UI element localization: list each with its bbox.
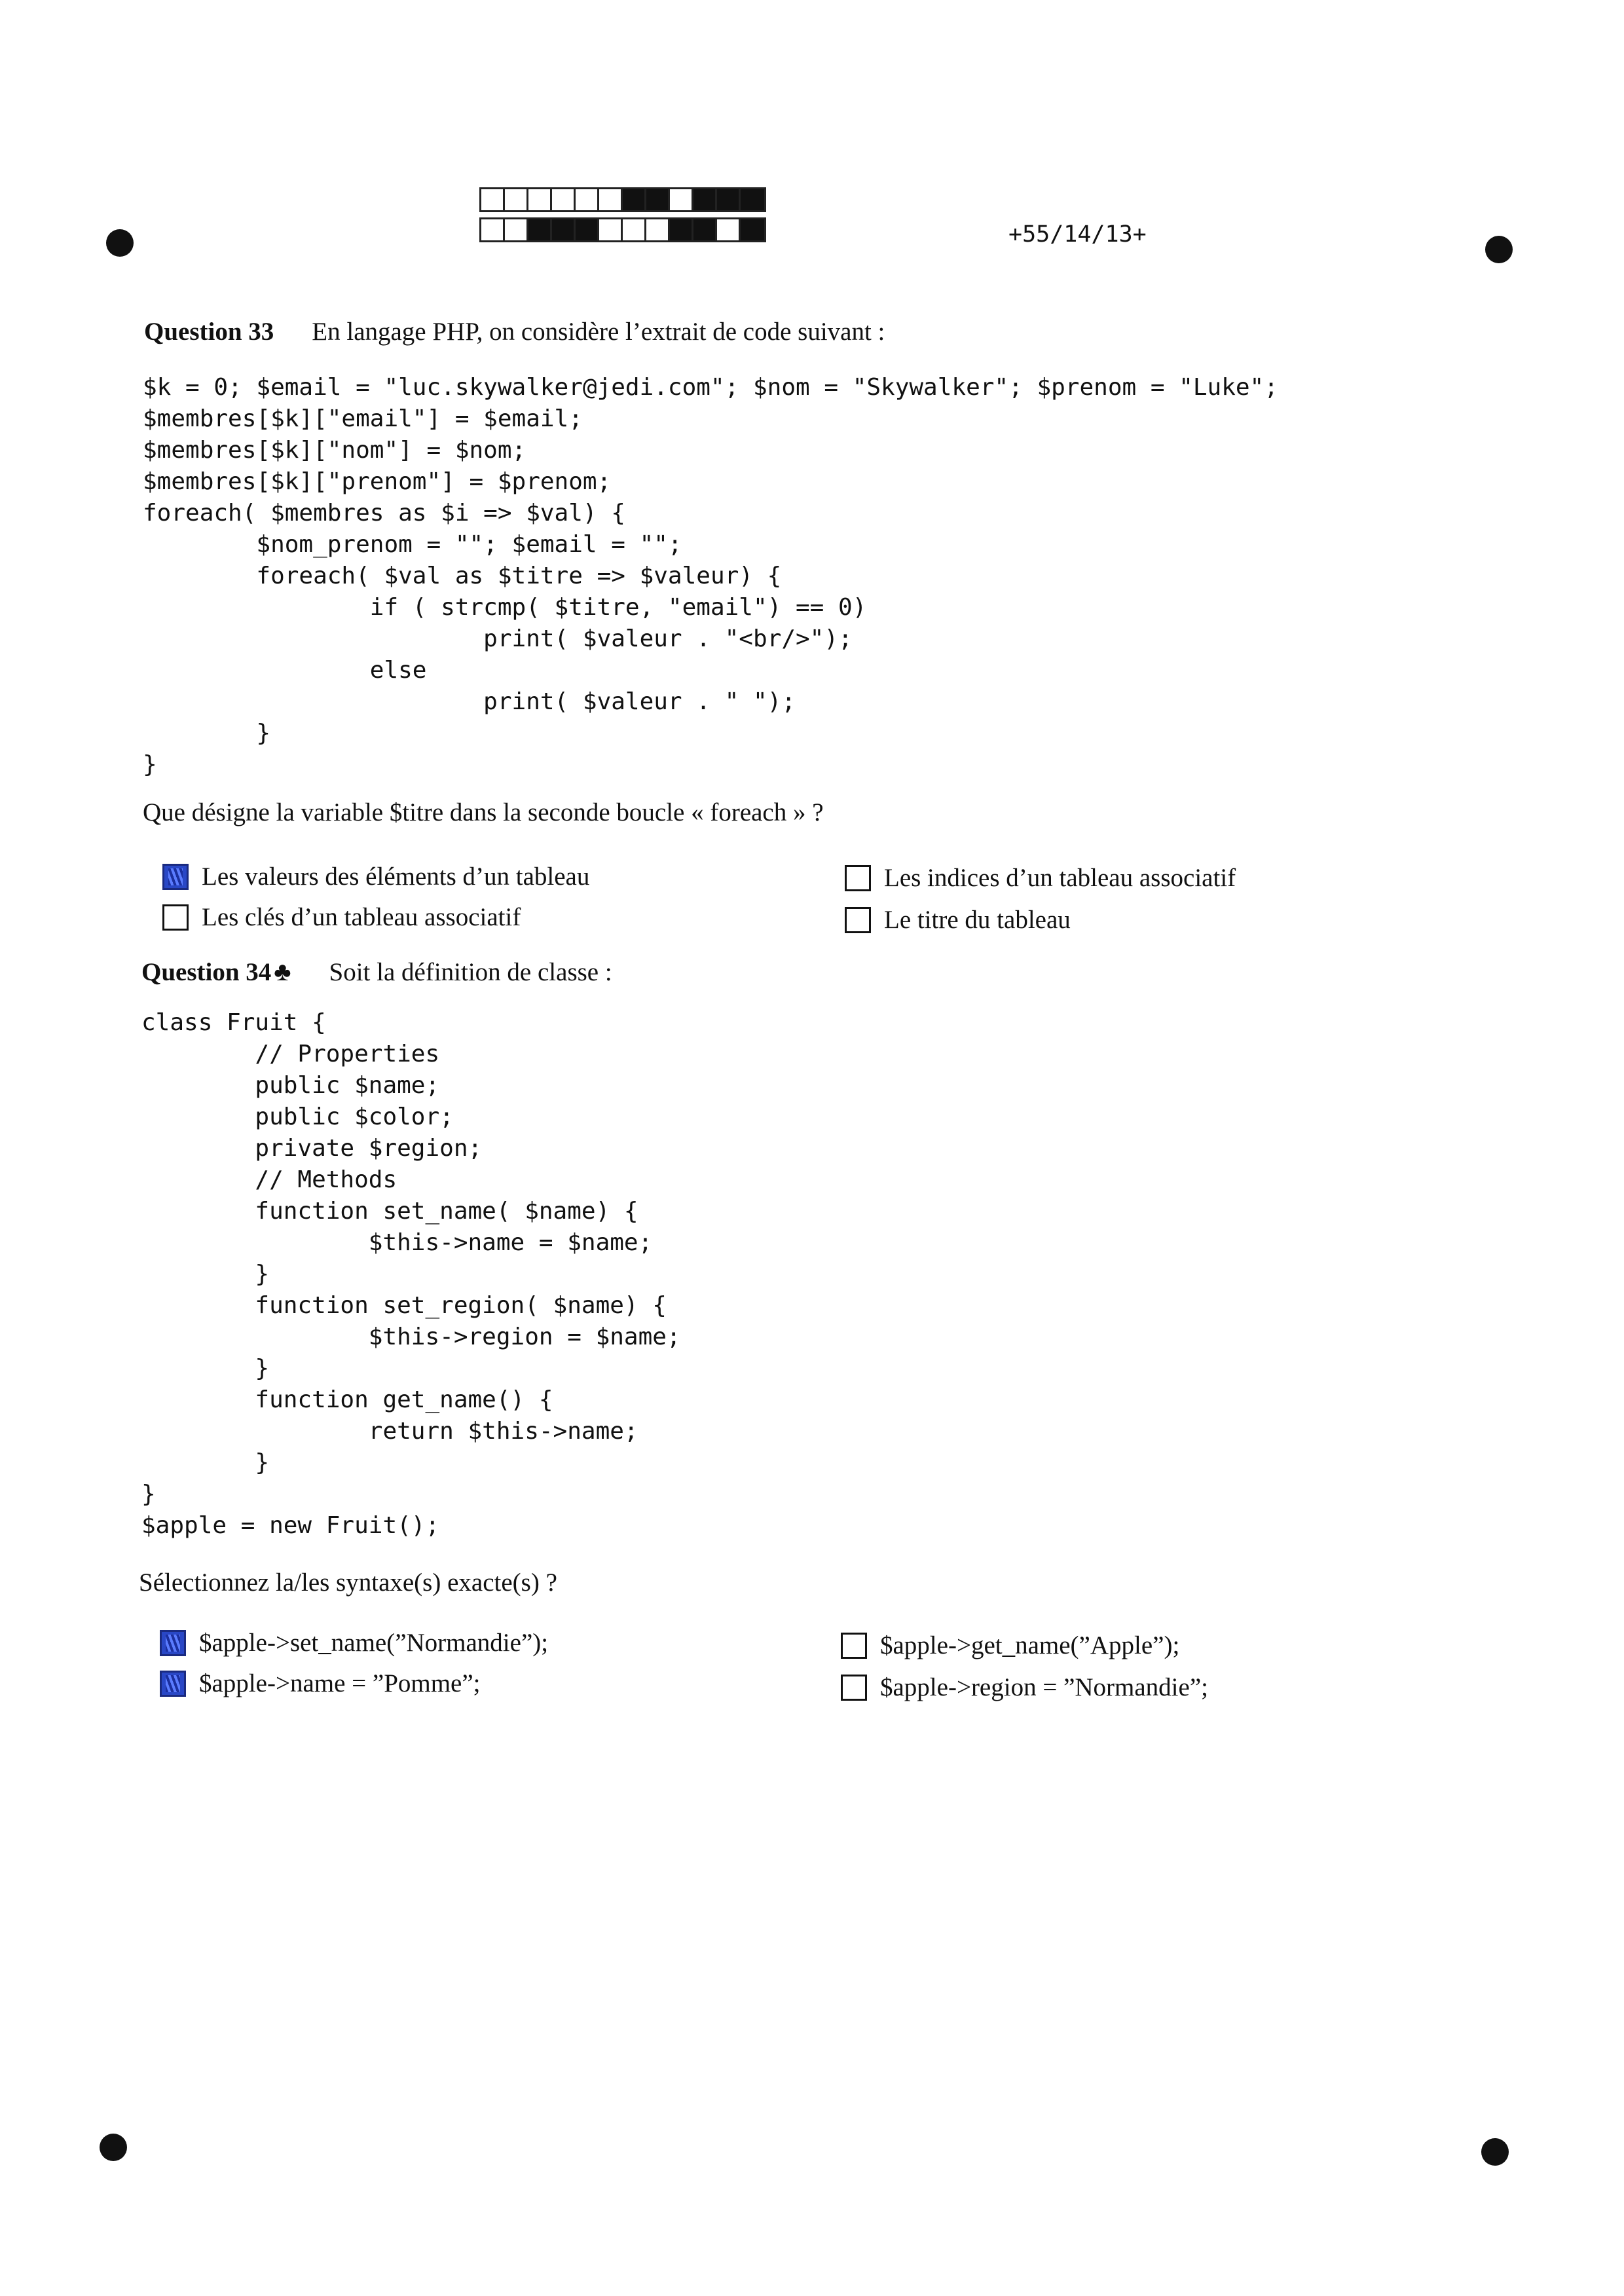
checkbox[interactable] bbox=[845, 907, 871, 933]
question-prompt: Sélectionnez la/les syntaxe(s) exacte(s) ? bbox=[139, 1568, 557, 1597]
question-intro: Soit la définition de classe : bbox=[329, 958, 612, 986]
barcode-cell bbox=[670, 219, 693, 240]
barcode-cell bbox=[505, 219, 528, 240]
barcode-cell bbox=[670, 189, 693, 210]
sheet-barcode-row-2 bbox=[479, 217, 766, 242]
checkbox[interactable] bbox=[162, 904, 189, 931]
question-33-header bbox=[144, 317, 885, 346]
answer-label: Les valeurs des éléments d’un tableau bbox=[202, 862, 590, 891]
question-number: Question 34 ♣ bbox=[141, 957, 291, 986]
checkbox-checked[interactable] bbox=[162, 864, 189, 890]
answer-option[interactable] bbox=[162, 902, 521, 932]
checkbox-checked[interactable] bbox=[160, 1630, 186, 1656]
barcode-cell bbox=[623, 219, 646, 240]
barcode-cell bbox=[693, 189, 717, 210]
registration-mark-top-left bbox=[106, 229, 134, 257]
barcode-cell bbox=[693, 219, 717, 240]
answer-option[interactable] bbox=[160, 1669, 481, 1698]
checkbox[interactable] bbox=[841, 1675, 867, 1701]
barcode-cell bbox=[576, 189, 599, 210]
barcode-cell bbox=[505, 189, 528, 210]
answer-option[interactable] bbox=[841, 1673, 1208, 1702]
question-34-header bbox=[141, 956, 612, 987]
php-code-block: $k = 0; $email = "luc.skywalker@jedi.com"; $nom = "Skywalker"; $prenom = "Luke"; $membres[$k]["email"] = $email; $membres[$k]["nom"] = $nom; $membres[$k]["prenom"] = $prenom; foreach( $membres as $i => $val) { $nom_prenom = ""; $email = ""; foreach( $val as $titre => $valeur) { if ( strcmp( $titre, "email") == 0) print( $valeur . "<br/>"); else print( $valeur . " "); } } bbox=[143, 374, 1278, 778]
registration-mark-top-right bbox=[1485, 236, 1513, 263]
barcode-cell bbox=[599, 189, 623, 210]
barcode-cell bbox=[528, 219, 552, 240]
answer-option[interactable] bbox=[841, 1631, 1179, 1660]
barcode-cell bbox=[552, 189, 576, 210]
answer-option[interactable] bbox=[845, 863, 1236, 893]
answer-option[interactable] bbox=[845, 905, 1071, 935]
answer-option[interactable] bbox=[162, 862, 589, 891]
sheet-code: +55/14/13+ bbox=[1008, 221, 1147, 248]
checkbox[interactable] bbox=[845, 865, 871, 891]
php-class-code-block: class Fruit { // Properties public $name; public $color; private $region; // Methods function set_name( $name) { $this->name = $name; } function set_region( $name) { $this->region = $name; } function get_name() { return $this->name; } } $apple = new Fruit(); bbox=[141, 1009, 681, 1539]
checkbox[interactable] bbox=[841, 1633, 867, 1659]
barcode-cell bbox=[623, 189, 646, 210]
answer-label: $apple->set_name(”Normandie”); bbox=[199, 1629, 549, 1657]
barcode-cell bbox=[717, 189, 741, 210]
answer-label: $apple->get_name(”Apple”); bbox=[880, 1631, 1180, 1659]
question-prompt: Que désigne la variable $titre dans la seconde boucle « foreach » ? bbox=[143, 798, 824, 826]
answer-label: $apple->name = ”Pomme”; bbox=[199, 1669, 481, 1697]
barcode-cell bbox=[599, 219, 623, 240]
checkbox-checked[interactable] bbox=[160, 1671, 186, 1697]
sheet-barcode-row-1 bbox=[479, 187, 766, 212]
answer-label: Les clés d’un tableau associatif bbox=[202, 903, 521, 931]
barcode-cell bbox=[528, 189, 552, 210]
club-icon: ♣ bbox=[274, 957, 291, 986]
answer-label: $apple->region = ”Normandie”; bbox=[880, 1673, 1208, 1701]
barcode-cell bbox=[717, 219, 741, 240]
barcode-cell bbox=[481, 219, 505, 240]
answer-label: Le titre du tableau bbox=[884, 906, 1071, 934]
question-intro: En langage PHP, on considère l’extrait de code suivant : bbox=[312, 318, 885, 346]
answer-option[interactable] bbox=[160, 1628, 548, 1657]
barcode-cell bbox=[576, 219, 599, 240]
barcode-cell bbox=[741, 219, 764, 240]
barcode-cell bbox=[646, 219, 670, 240]
question-number: Question 33 bbox=[144, 318, 274, 346]
barcode-cell bbox=[646, 189, 670, 210]
barcode-cell bbox=[552, 219, 576, 240]
registration-mark-bottom-left bbox=[100, 2134, 127, 2161]
barcode-cell bbox=[741, 189, 764, 210]
answer-label: Les indices d’un tableau associatif bbox=[884, 864, 1236, 892]
barcode-cell bbox=[481, 189, 505, 210]
registration-mark-bottom-right bbox=[1481, 2138, 1509, 2166]
